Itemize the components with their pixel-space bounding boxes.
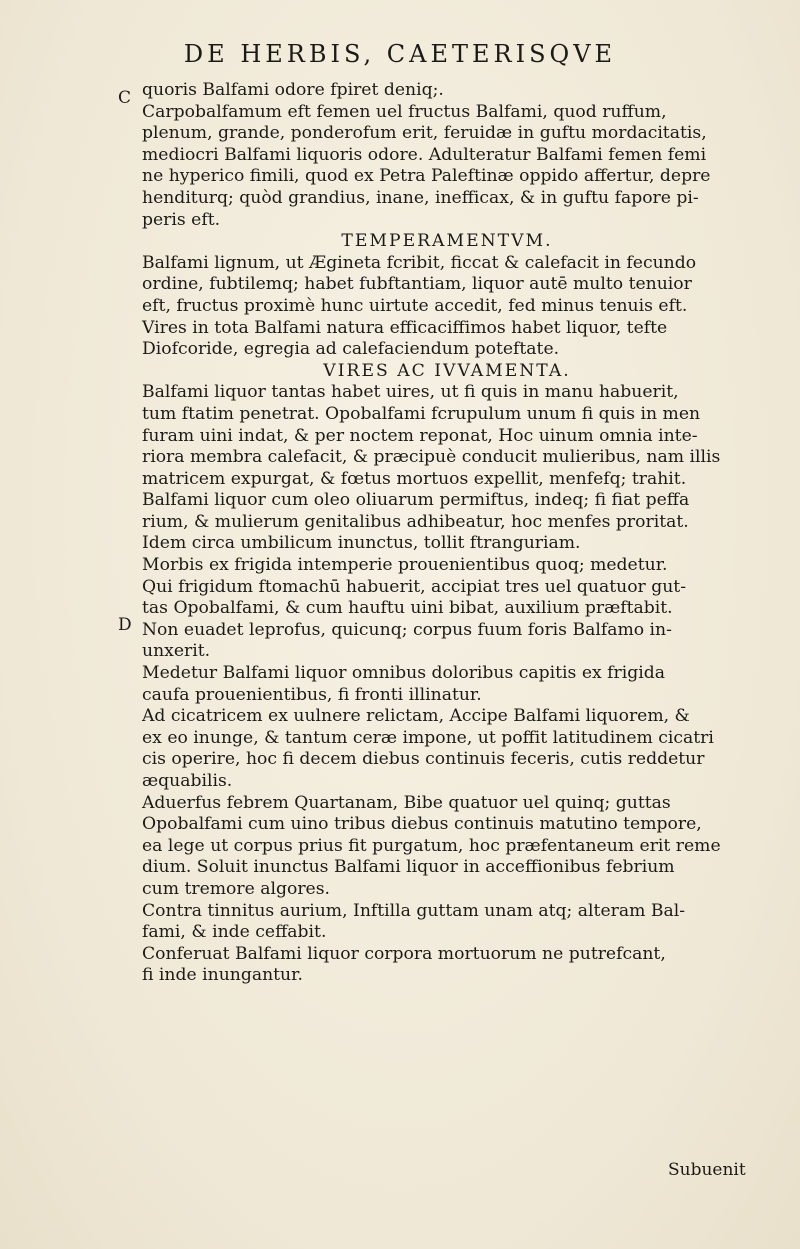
text-line: Balfami liquor cum oleo oliuarum permiftus, indeq; fi fiat peffa — [142, 490, 690, 511]
text-line: Non euadet leprofus, quicunq; corpus fuum foris Balfamo in- — [142, 619, 672, 640]
text-line: Vires in tota Balfami natura efficaciffimos habet liquor, tefte — [142, 317, 668, 338]
catchword: Subuenit — [668, 1160, 746, 1180]
text-line: ne hyperico fimili, quod ex Petra Paleftinæ oppido affertur, depre — [142, 166, 711, 187]
text-line: cis operire, hoc fi decem diebus continuis feceris, cutis reddetur — [142, 749, 705, 770]
text-line: Opobalfami cum uino tribus diebus continuis matutino tempore, — [142, 814, 702, 835]
text-line: Balfami lignum, ut Ægineta fcribit, ficcat & calefacit in fecundo — [142, 252, 697, 273]
text-line: Carpobalfamum eft femen uel fructus Balfami, quod ruffum, — [142, 101, 667, 122]
text-line: plenum, grande, ponderofum erit, feruidæ in guftu mordacitatis, — [142, 123, 707, 144]
text-line: quoris Balfami odore fpiret deniq;. — [142, 80, 444, 100]
section-heading-vires: VIRES AC IVVAMENTA. — [323, 360, 571, 381]
margin-mark-c: C — [118, 88, 132, 108]
text-line: æquabilis. — [142, 771, 233, 791]
text-line: dium. Soluit inunctus Balfami liquor in acceffionibus febrium — [142, 857, 675, 878]
text-line: Conferuat Balfami liquor corpora mortuorum ne putrefcant, — [142, 943, 666, 964]
text-line: Diofcoride, egregia ad calefaciendum poteftate. — [142, 339, 560, 360]
text-line: Balfami liquor tantas habet uires, ut fi quis in manu habuerit, — [142, 382, 679, 403]
text-line: tum ftatim penetrat. Opobalfami fcrupulum unum fi quis in men — [142, 403, 701, 424]
text-line: Morbis ex frigida intemperie prouenientibus quoq; medetur. — [142, 555, 668, 576]
text-line: mediocri Balfami liquoris odore. Adulteratur Balfami femen femi — [142, 144, 707, 165]
text-line: Qui frigidum ftomachū habuerit, accipiat tres uel quatuor gut- — [142, 576, 687, 597]
text-line: ea lege ut corpus prius fit purgatum, hoc præfentaneum erit reme — [142, 835, 721, 856]
text-line: Aduerfus febrem Quartanam, Bibe quatuor uel quinq; guttas — [142, 792, 671, 813]
text-line: ordine, fubtilemq; habet fubftantiam, liquor autē multo tenuior — [142, 274, 692, 295]
text-line: eft, fructus proximè hunc uirtute accedit, fed minus tenuis eft. — [142, 295, 688, 316]
text-line: fami, & inde ceffabit. — [142, 922, 327, 943]
text-line: peris eft. — [142, 209, 221, 230]
text-line: tas Opobalfami, & cum hauftu uini bibat, auxilium præftabit. — [142, 598, 673, 619]
text-line: matricem expurgat, & fœtus mortuos expellit, menfefq; trahit. — [142, 468, 687, 489]
text-line: rium, & mulierum genitalibus adhibeatur, hoc menfes proritat. — [142, 511, 689, 532]
section-heading-temperamentum: TEMPERAMENTVM. — [341, 231, 553, 252]
text-line: furam uini indat, & per noctem reponat, Hoc uinum omnia inte- — [142, 425, 698, 446]
margin-mark-d: D — [118, 615, 132, 635]
text-line: ex eo inunge, & tantum ceræ impone, ut poffit latitudinem cicatri — [142, 727, 714, 748]
text-line: henditurq; quòd grandius, inane, inefficax, & in guftu fapore pi- — [142, 187, 699, 208]
text-line: Medetur Balfami liquor omnibus doloribus capitis ex frigida — [142, 663, 665, 684]
text-line: Contra tinnitus aurium, Inftilla guttam unam atq; alteram Bal- — [142, 900, 686, 921]
text-line: caufa prouenientibus, fi fronti illinatur. — [142, 684, 482, 705]
body-text — [142, 80, 752, 987]
text-line: unxerit. — [142, 641, 211, 662]
text-line: cum tremore algores. — [142, 878, 331, 899]
text-line: riora membra calefacit, & præcipuè conducit mulieribus, nam illis — [142, 447, 721, 468]
text-line: Idem circa umbilicum inunctus, tollit ftranguriam. — [142, 533, 581, 554]
text-line: Ad cicatricem ex uulnere relictam, Accipe Balfami liquorem, & — [142, 706, 690, 727]
text-line: fi inde inungantur. — [142, 965, 303, 986]
running-header: DE HERBIS, CAETERISQVE — [183, 40, 617, 68]
